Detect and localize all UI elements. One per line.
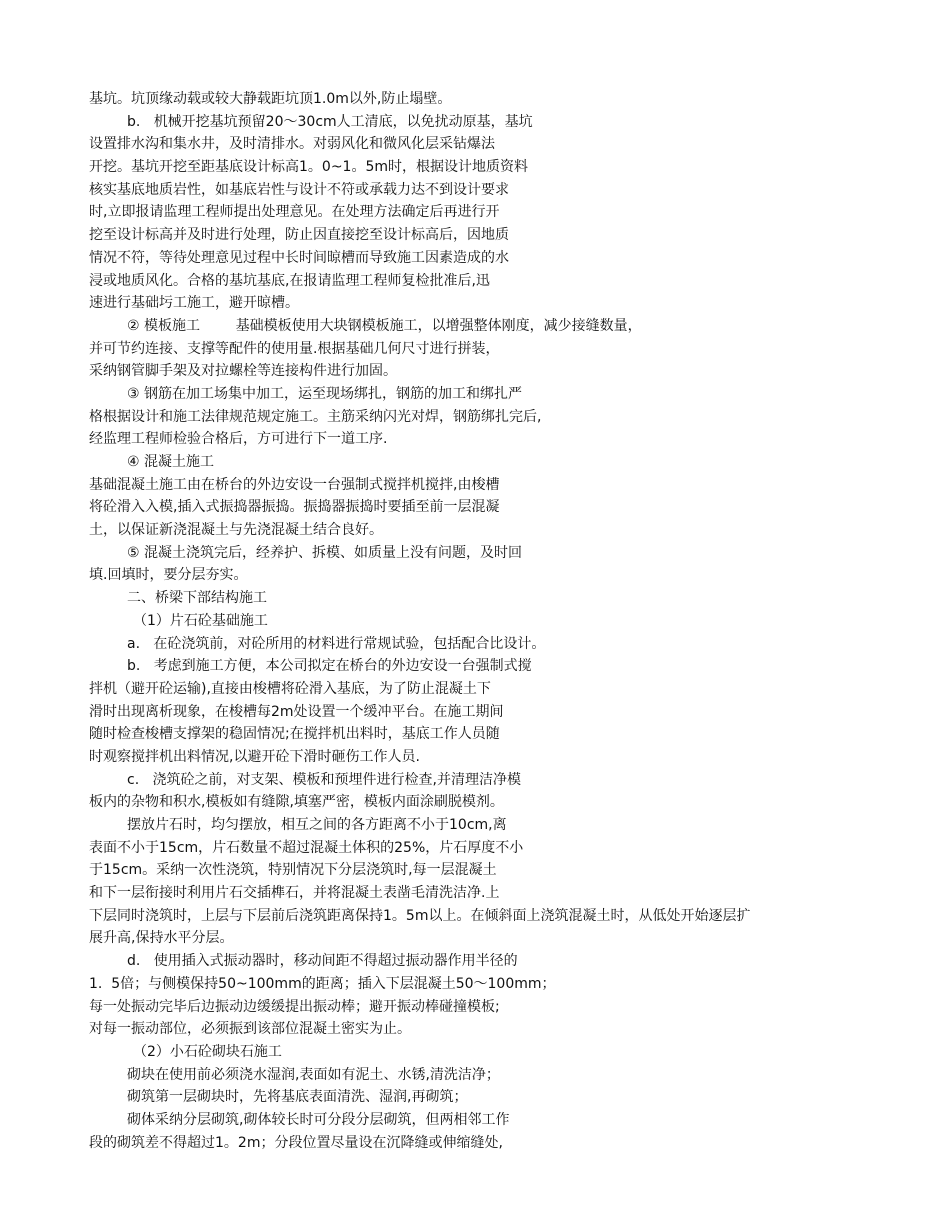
text-line: 时观察搅拌机出料情况,以避开砼下滑时砸伤工作人员. (89, 748, 420, 765)
text-line: d. 使用插入式振动器时，移动间距不得超过振动器作用半径的 (127, 953, 518, 970)
text-line: ⑤ 混凝土浇筑完后，经养护、拆模、如质量上没有问题，及时回 (127, 544, 522, 561)
text-line: 二、桥梁下部结构施工 (127, 590, 267, 607)
text-line: 拌机（避开砼运输),直接由梭槽将砼滑入基底，为了防止混凝土下 (89, 680, 491, 697)
text-line: 每一处振动完毕后边振动边缓缓提出振动棒；避开振动棒碰撞模板; (89, 998, 500, 1015)
text-line: 摆放片石时，均匀摆放，相互之间的各方距离不小于10cm,离 (127, 817, 507, 833)
text-line: （2）小石砼砌块石施工 (133, 1043, 282, 1060)
text-line: 随时检查梭槽支撑架的稳固情况;在搅拌机出料时，基底工作人员随 (89, 726, 500, 743)
text-line: 表面不小于15cm，片石数量不超过混凝土体积的25%，片石厚度不小 (89, 839, 524, 856)
text-line: 土，以保证新浇混凝土与先浇混凝土结合良好。 (89, 522, 383, 539)
text-line: 砌体采纳分层砌筑,砌体较长时可分段分层砌筑，但两相邻工作 (127, 1111, 510, 1128)
text-line: ④ 混凝土施工 (127, 454, 215, 470)
text-line: b. 机械开挖基坑预留20～30cm人工清底，以免扰动原基，基坑 (127, 113, 533, 130)
text-line: 并可节约连接、支撑等配件的使用量.根据基础几何尺寸进行拼装， (89, 340, 500, 357)
text-line: 经监理工程师检验合格后，方可进行下一道工序. (89, 431, 388, 448)
text-line: 采纳钢管脚手架及对拉螺栓等连接构件进行加固。 (89, 363, 397, 380)
text-line: 下层同时浇筑时，上层与下层前后浇筑距离保持1。5m以上。在倾斜面上浇筑混凝土时，从低处开始逐层扩 (89, 907, 751, 924)
text-line: 展升高,保持水平分层。 (89, 930, 234, 947)
text-line: ② 模板施工 基础模板使用大块钢模板施工，以增强整体刚度，减少接缝数量， (127, 317, 642, 334)
text-line: 砌筑第一层砌块时，先将基底表面清洗、湿润,再砌筑； (127, 1089, 468, 1106)
text-line: 基坑。坑顶缘动载或较大静载距坑顶1.0m以外,防止塌壁。 (89, 91, 452, 107)
text-line: 于15cm。采纳一次性浇筑，特别情况下分层浇筑时,每一层混凝土 (89, 862, 497, 879)
text-line: 填.回填时，要分层夯实。 (89, 567, 248, 584)
text-line: c. 浇筑砼之前，对支架、模板和预埋件进行检查,并清理洁净模 (127, 771, 521, 788)
text-line: 设置排水沟和集水井，及时清排水。对弱风化和微风化层采钻爆法 (89, 136, 495, 153)
text-line: 浸或地质风化。合格的基坑基底,在报请监理工程师复检批准后,迅 (89, 272, 490, 289)
text-line: 滑时出现离析现象，在梭槽每2m处设置一个缓冲平台。在施工期间 (89, 703, 504, 720)
text-line: 段的砌筑差不得超过1。2m；分段位置尽量设在沉降缝或伸缩缝处, (89, 1134, 503, 1151)
text-line: 核实基底地质岩性，如基底岩性与设计不符或承载力达不到设计要求 (89, 181, 509, 198)
text-line: （1）片石砼基础施工 (133, 612, 268, 629)
text-line: 将砼滑入入模,插入式振捣器振捣。振捣器振捣时要插至前一层混凝 (89, 499, 500, 516)
text-line: 和下一层衔接时利用片石交插榫石，并将混凝土表凿毛清洗洁净.上 (89, 885, 500, 902)
text-line: 速进行基础圬工施工，避开晾槽。 (89, 295, 299, 312)
text-line: b. 考虑到施工方便，本公司拟定在桥台的外边安设一台强制式搅 (127, 658, 532, 675)
text-line: 板内的杂物和积水,模板如有缝隙,填塞严密，模板内面涂刷脱模剂。 (89, 794, 504, 811)
text-line: 时,立即报请监理工程师提出处理意见。在处理方法确定后再进行开 (89, 204, 500, 221)
text-line: 挖至设计标高并及时进行处理，防止因直接挖至设计标高后，因地质 (89, 227, 509, 244)
text-line: 砌块在使用前必须浇水湿润,表面如有泥土、水锈,清洗洁净； (127, 1066, 500, 1083)
document-body (89, 88, 879, 1154)
text-line: 情况不符，等待处理意见过程中长时间晾槽而导致施工因素造成的水 (89, 249, 509, 266)
text-line: 开挖。基坑开挖至距基底设计标高1。0~1。5m时，根据设计地质资料 (89, 159, 528, 176)
text-line: 格根据设计和施工法律规范规定施工。主筋采纳闪光对焊，钢筋绑扎完后, (89, 408, 542, 425)
text-line: 1. 5倍；与侧模保持50~100mm的距离；插入下层混凝土50～100mm； (89, 975, 556, 992)
text-line: 基础混凝土施工由在桥台的外边安设一台强制式搅拌机搅拌,由梭槽 (89, 476, 500, 493)
text-line: 对每一振动部位，必须振到该部位混凝土密实为止。 (89, 1021, 411, 1038)
text-line: ③ 钢筋在加工场集中加工，运至现场绑扎，钢筋的加工和绑扎严 (127, 385, 522, 402)
text-line: a. 在砼浇筑前，对砼所用的材料进行常规试验，包括配合比设计。 (127, 635, 546, 652)
